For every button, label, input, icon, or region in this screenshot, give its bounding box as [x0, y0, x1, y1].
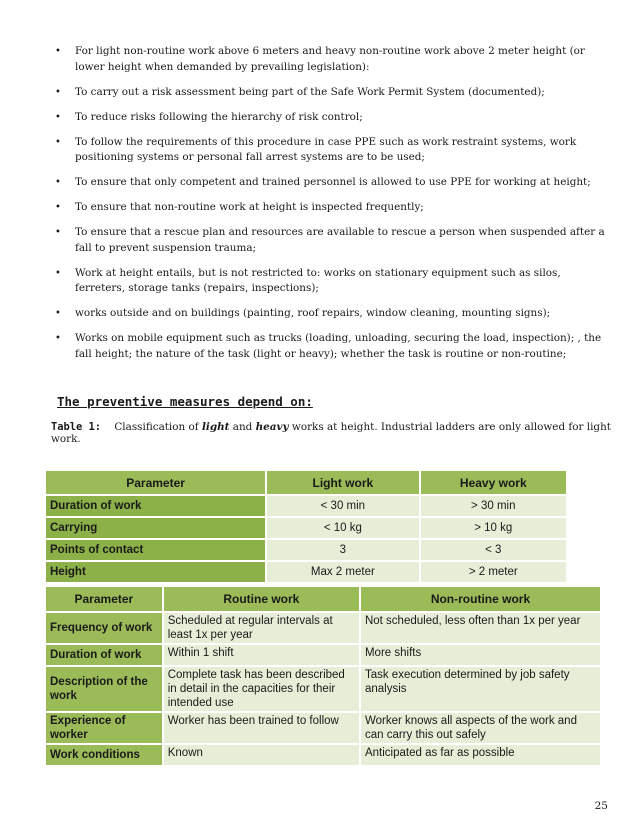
table-cell: More shifts — [360, 644, 601, 666]
table-row — [45, 539, 567, 561]
list-item: • Works on mobile equipment such as trucks (loading, unloading, securing the load, inspection); , the fall height; the nature of the task (light or heavy); whether the task is routine or non-routine; — [55, 332, 602, 360]
list-item: • To follow the requirements of this procedure in case PPE such as work restraint systems, work positioning systems or personal fall arrest systems are to be used; — [55, 135, 577, 163]
row-label: Work conditions — [45, 744, 163, 766]
column-header: Routine work — [163, 586, 360, 612]
table-header-row — [45, 586, 601, 612]
list-item: • To ensure that non-routine work at height is inspected frequently; — [55, 200, 610, 216]
bullet-icon: • — [55, 177, 61, 188]
list-item: • To ensure that a rescue plan and resources are available to rescue a person when suspended after a fall to prevent suspension trauma; — [55, 226, 605, 254]
page-number: 25 — [594, 800, 608, 812]
table-row — [45, 495, 567, 517]
table-caption: Table 1: Classification of light and heavy works at height. Industrial ladders are only allowed for light work. — [51, 421, 611, 445]
table-row — [45, 644, 601, 666]
section-heading: The preventive measures depend on: — [57, 394, 313, 409]
list-item: • To reduce risks following the hierarchy of risk control; — [55, 110, 610, 126]
list-item: • To ensure that only competent and trained personnel is allowed to use PPE for working at height; — [55, 175, 610, 191]
bullet-icon: • — [55, 333, 61, 344]
table-header-row — [45, 470, 567, 495]
table-cell: > 2 meter — [420, 561, 567, 583]
table-cell: 3 — [266, 539, 419, 561]
bullet-icon: • — [55, 136, 61, 148]
list-item: • To carry out a risk assessment being part of the Safe Work Permit System (documented); — [55, 85, 610, 101]
row-label: Carrying — [45, 517, 266, 539]
bullet-icon: • — [55, 111, 61, 123]
table-cell: < 3 — [420, 539, 567, 561]
table-row — [45, 612, 601, 644]
column-header: Parameter — [45, 586, 163, 612]
table-cell: Not scheduled, less often than 1x per year — [360, 612, 601, 644]
table-cell: < 30 min — [266, 495, 419, 517]
table-row — [45, 712, 601, 744]
bullet-icon: • — [55, 202, 61, 213]
table-cell: Known — [163, 744, 360, 766]
table-row — [45, 666, 601, 712]
bullet-icon: • — [55, 46, 61, 57]
column-header: Light work — [266, 470, 419, 495]
routine-nonroutine-table — [44, 585, 602, 767]
column-header: Parameter — [45, 470, 266, 495]
bullet-icon: • — [55, 86, 61, 98]
list-item: • For light non-routine work above 6 meters and heavy non-routine work above 2 meter height (or lower height when demanded by prevailing legislation): — [55, 45, 585, 73]
column-header: Non-routine work — [360, 586, 601, 612]
list-item: • works outside and on buildings (painting, roof repairs, window cleaning, mounting signs); — [55, 306, 610, 322]
table-cell: Worker knows all aspects of the work and can carry this out safely — [360, 712, 601, 744]
row-label: Points of contact — [45, 539, 266, 561]
table-row — [45, 561, 567, 583]
row-label: Height — [45, 561, 266, 583]
table-row — [45, 517, 567, 539]
table-cell: Within 1 shift — [163, 644, 360, 666]
row-label: Experience of worker — [45, 712, 163, 744]
table-cell: > 10 kg — [420, 517, 567, 539]
column-header: Heavy work — [420, 470, 567, 495]
row-label: Duration of work — [45, 495, 266, 517]
table-cell: Max 2 meter — [266, 561, 419, 583]
row-label: Duration of work — [45, 644, 163, 666]
table-row — [45, 744, 601, 766]
row-label: Frequency of work — [45, 612, 163, 644]
table-cell: Complete task has been described in detail in the capacities for their intended use — [163, 666, 360, 712]
table-cell: Anticipated as far as possible — [360, 744, 601, 766]
row-label: Description of the work — [45, 666, 163, 712]
list-item: • Work at height entails, but is not restricted to: works on stationary equipment such as silos, ferreters, storage tanks (repairs, inspections); — [55, 266, 561, 294]
table-cell: Task execution determined by job safety analysis — [360, 666, 601, 712]
bullet-icon: • — [55, 308, 61, 319]
caption-label: Table 1: — [51, 421, 102, 433]
table-cell: Scheduled at regular intervals at least 1x per year — [163, 612, 360, 644]
table-cell: Worker has been trained to follow — [163, 712, 360, 744]
bullet-icon: • — [55, 227, 61, 238]
table-cell: < 10 kg — [266, 517, 419, 539]
light-heavy-table — [44, 469, 568, 584]
table-cell: > 30 min — [420, 495, 567, 517]
bullet-list — [55, 44, 610, 372]
bullet-icon: • — [55, 267, 61, 279]
